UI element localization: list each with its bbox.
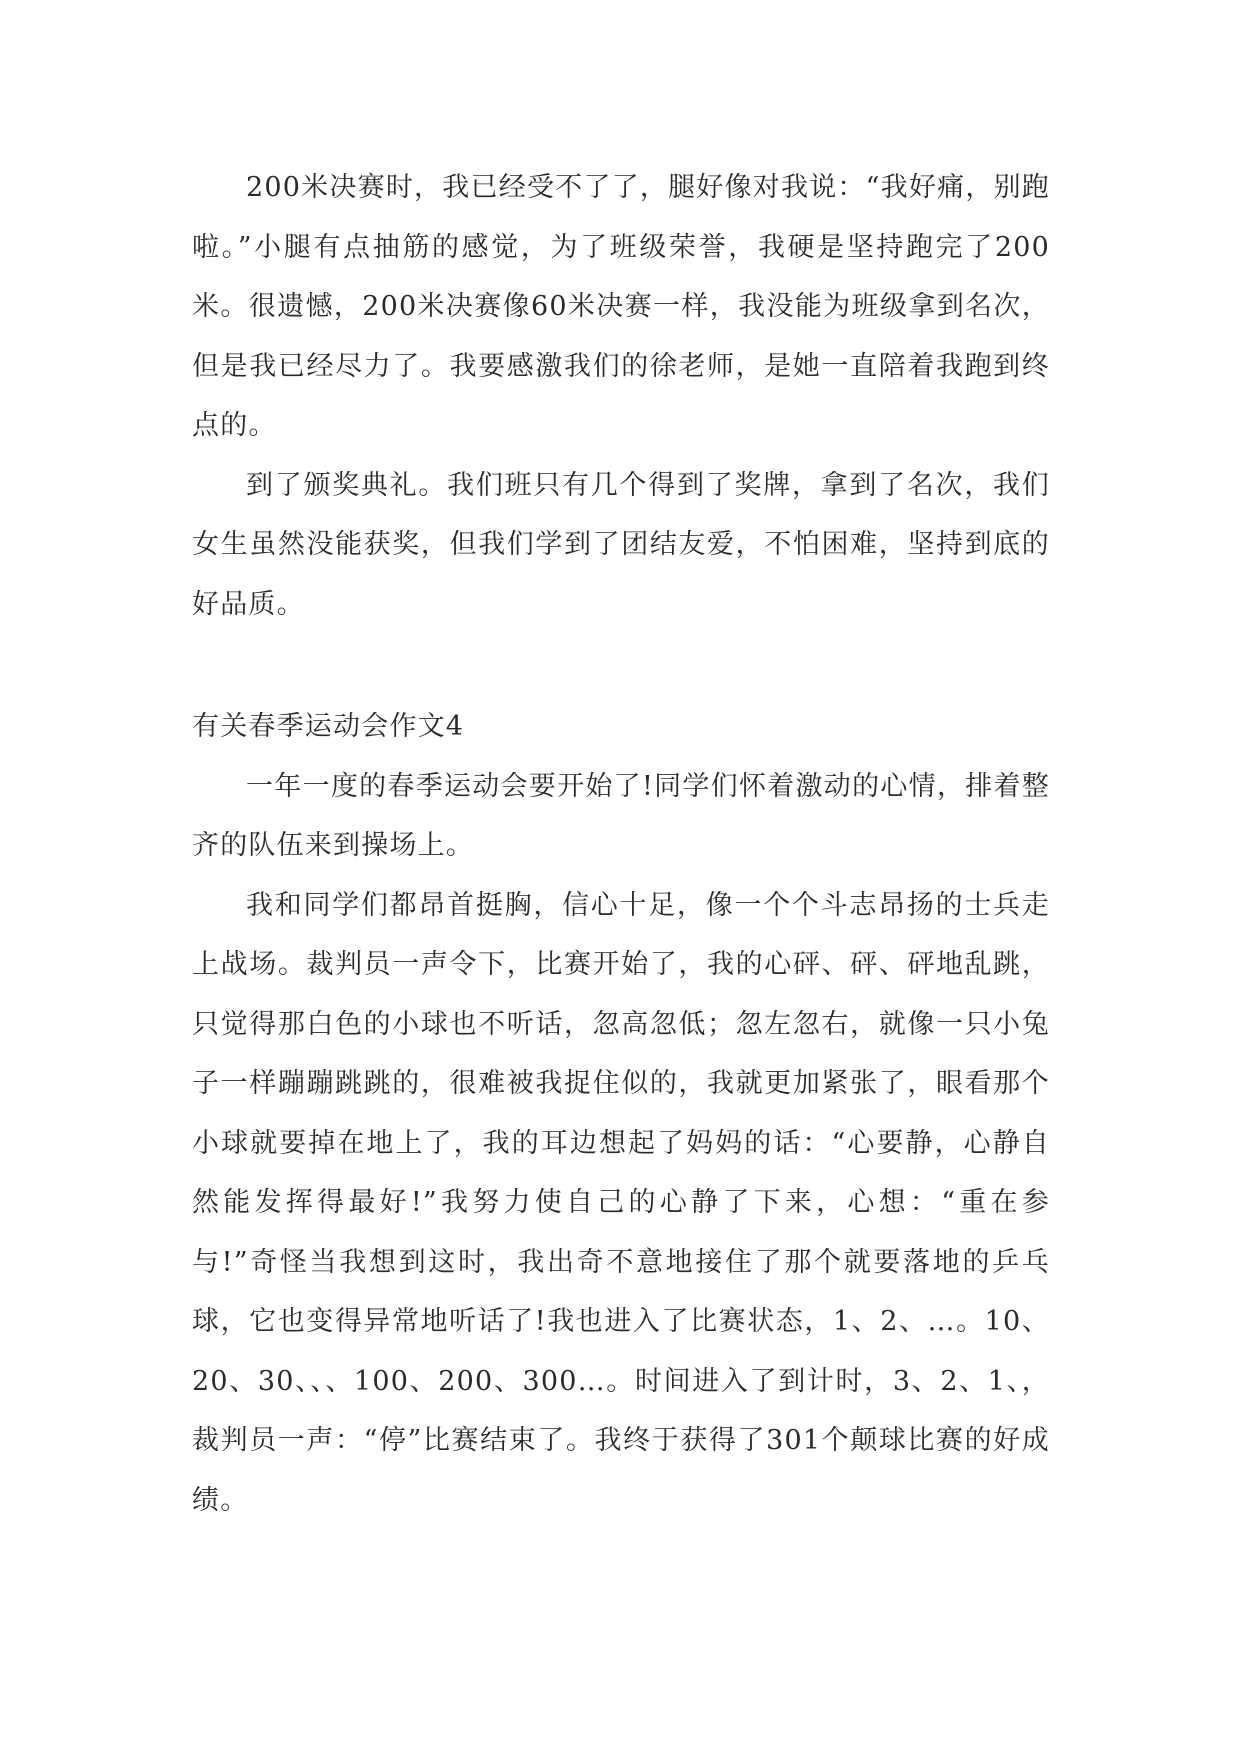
paragraph-200m-final: 200米决赛时，我已经受不了了，腿好像对我说：“我好痛，别跑啦。”小腿有点抽筋的感觉，为了班级荣誉，我硬是坚持跑完了200米。很遗憾，200米决赛像60米决赛一样，我没能为班级拿到名次，但是我已经尽力了。我要感激我们的徐老师，是她一直陪着我跑到终点的。	[192, 172, 1050, 441]
essay-title: 有关春季运动会作文4	[192, 711, 465, 742]
paragraph-award-ceremony: 到了颁奖典礼。我们班只有几个得到了奖牌，拿到了名次，我们女生虽然没能获奖，但我们学到了团结友爱，不怕困难，坚持到底的好品质。	[192, 469, 1050, 620]
document-body	[192, 158, 1050, 1530]
paragraph-opening: 一年一度的春季运动会要开始了!同学们怀着激动的心情，排着整齐的队伍来到操场上。	[192, 770, 1050, 861]
paragraph-ping-pong-game: 我和同学们都昂首挺胸，信心十足，像一个个斗志昂扬的士兵走上战场。裁判员一声令下，比赛开始了，我的心砰、砰、砰地乱跳，只觉得那白色的小球也不听话，忽高忽低；忽左忽右，就像一只小兔子一样蹦蹦跳跳的，很难被我捉住似的，我就更加紧张了，眼看那个小球就要掉在地上了，我的耳边想起了妈妈的话：“心要静，心静自然能发挥得最好!”我努力使自己的心静了下来，心想：“重在参与!”奇怪当我想到这时，我出奇不意地接住了那个就要落地的乒乓球，它也变得异常地听话了!我也进入了比赛状态，1、2、…。10、20、30、、、100、200、300…。时间进入了到计时，3、2、1、，裁判员一声：“停”比赛结束了。我终于获得了301个颠球比赛的好成绩。	[192, 889, 1050, 1516]
